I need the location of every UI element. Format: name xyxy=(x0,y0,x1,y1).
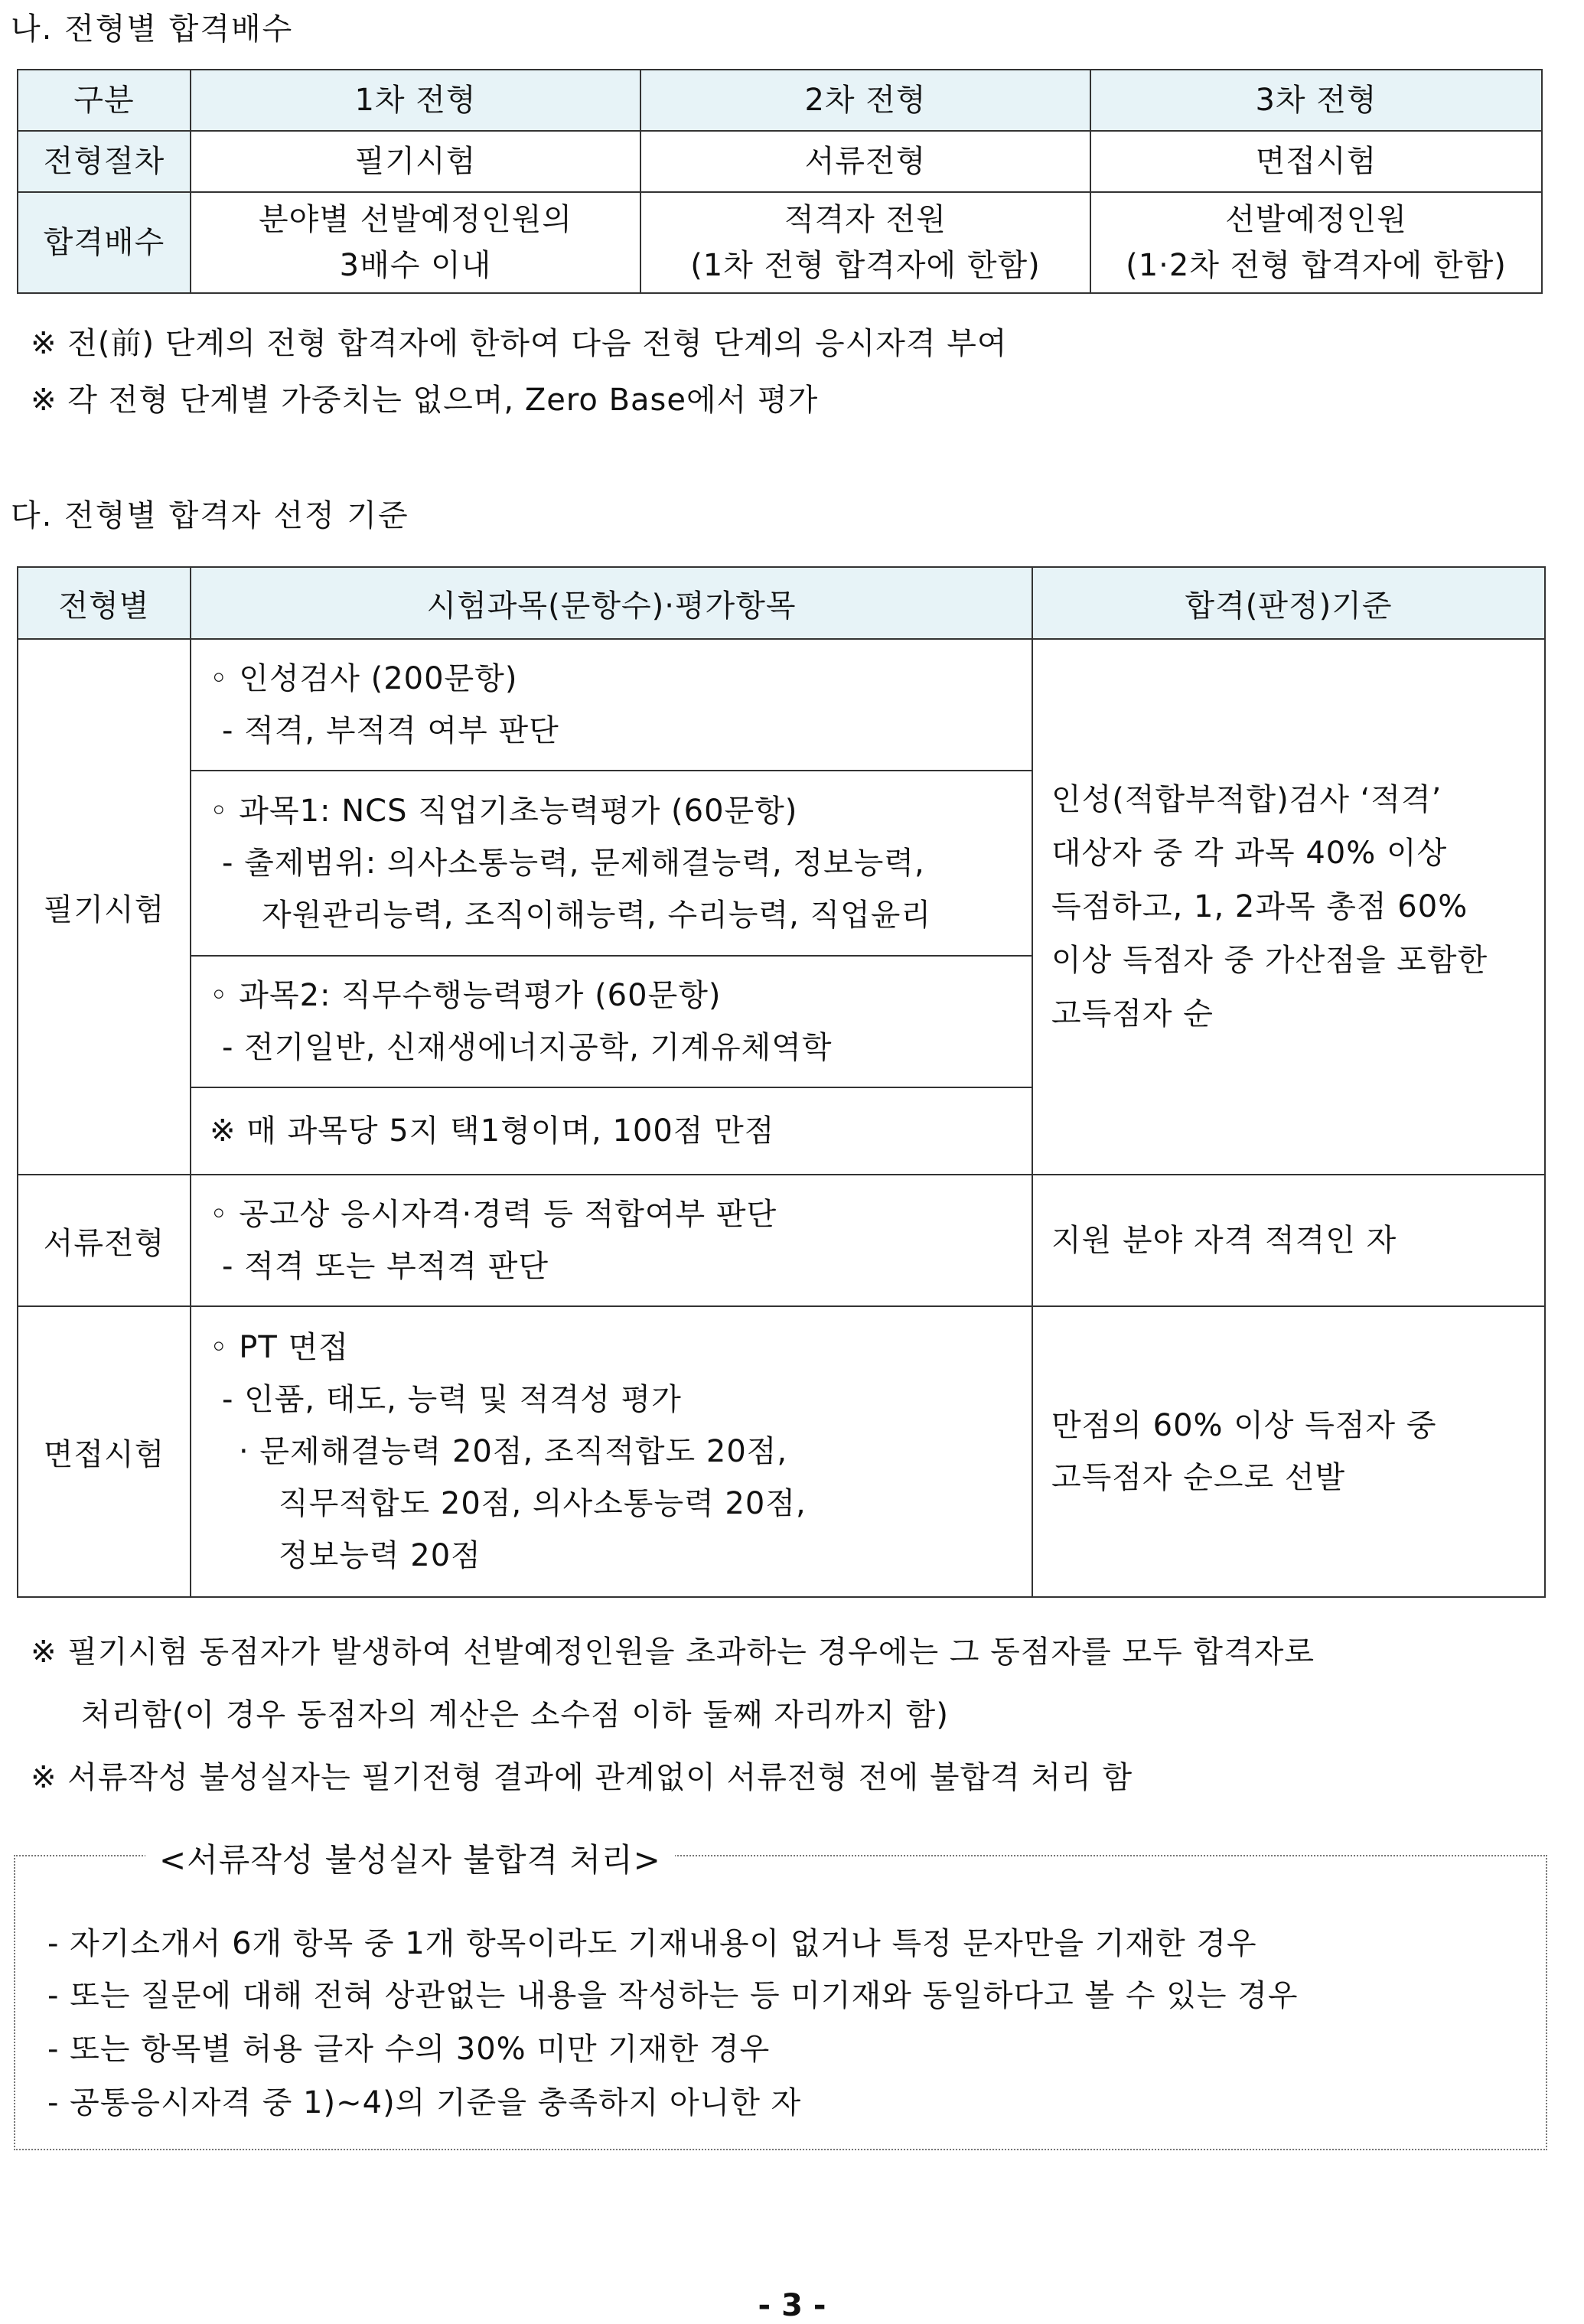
notice-line: - 자기소개서 6개 항목 중 1개 항목이라도 기재내용이 없거나 특정 문자만을 기재한 경우 xyxy=(47,1926,1257,1961)
notice-line: - 공통응시자격 중 1)~4)의 기준을 충족하지 아니한 자 xyxy=(47,2085,802,2120)
table-cell xyxy=(640,192,1090,293)
table-cell: 서류전형 xyxy=(640,131,1090,192)
cell-line: 분야별 선발예정인원의 xyxy=(258,202,573,237)
table-cell xyxy=(191,1306,1032,1597)
pass-ratio-table xyxy=(17,69,1543,294)
criteria-line: 이상 득점자 중 가산점을 포함한 xyxy=(1051,943,1488,978)
note-line: ※ 서류작성 불성실자는 필기전형 결과에 관계없이 서류전형 전에 불합격 처리 함 xyxy=(31,1760,1133,1795)
list-item: ◦ 인성검사 (200문항) xyxy=(210,661,518,696)
cell-line: (1차 전형 합격자에 한함) xyxy=(690,248,1041,283)
notice-line: - 또는 질문에 대해 전혀 상관없는 내용을 작성하는 등 미기재와 동일하다고 볼 수 있는 경우 xyxy=(47,1978,1299,2013)
criteria-line: 만점의 60% 이상 득점자 중 xyxy=(1051,1408,1437,1443)
note-line: ※ 필기시험 동점자가 발생하여 선발예정인원을 초과하는 경우에는 그 동점자를 모두 합격자로 xyxy=(31,1635,1315,1670)
list-item: ◦ PT 면접 xyxy=(210,1330,349,1365)
page-number: - 3 - xyxy=(758,2288,826,2323)
note-line: ※ 각 전형 단계별 가중치는 없으며, Zero Base에서 평가 xyxy=(31,383,819,418)
section-da-title: 다. 전형별 합격자 선정 기준 xyxy=(11,498,409,533)
header-cell: 1차 전형 xyxy=(191,70,640,131)
table-cell xyxy=(191,956,1032,1087)
header-cell: 시험과목(문항수)·평가항목 xyxy=(191,567,1032,639)
table-header-row xyxy=(18,70,1542,131)
row-label: 서류전형 xyxy=(18,1175,191,1306)
list-item: ◦ 과목1: NCS 직업기초능력평가 (60문항) xyxy=(210,794,798,829)
header-cell: 전형별 xyxy=(18,567,191,639)
table-cell xyxy=(191,639,1032,771)
header-cell: 구분 xyxy=(18,70,191,131)
notice-box-title: <서류작성 불성실자 불합격 처리> xyxy=(145,1835,675,1881)
list-item: ◦ 과목2: 직무수행능력평가 (60문항) xyxy=(210,978,722,1013)
criteria-line: 고득점자 순으로 선발 xyxy=(1051,1460,1346,1495)
cell-line: 선발예정인원 xyxy=(1225,202,1407,237)
list-item: 자원관리능력, 조직이해능력, 수리능력, 직업윤리 xyxy=(262,898,932,933)
criteria-line: 대상자 중 각 과목 40% 이상 xyxy=(1051,836,1448,871)
table-row xyxy=(18,1306,1545,1597)
table-row xyxy=(18,639,1545,771)
table-cell xyxy=(191,1175,1032,1306)
list-item: - 적격 또는 부적격 판단 xyxy=(222,1249,549,1284)
note-line: ※ 전(前) 단계의 전형 합격자에 한하여 다음 전형 단계의 응시자격 부여 xyxy=(31,326,1008,361)
list-item: 정보능력 20점 xyxy=(279,1538,481,1573)
table-row xyxy=(18,131,1542,192)
table-header-row xyxy=(18,567,1545,639)
cell-line: (1·2차 전형 합격자에 한함) xyxy=(1126,248,1507,283)
row-label: 전형절차 xyxy=(18,131,191,192)
criteria-cell xyxy=(1032,1175,1545,1306)
section-na-title: 나. 전형별 합격배수 xyxy=(11,11,294,47)
table-cell xyxy=(191,192,640,293)
row-label: 필기시험 xyxy=(18,639,191,1175)
criteria-line: 지원 분야 자격 적격인 자 xyxy=(1051,1223,1397,1258)
criteria-cell xyxy=(1032,1306,1545,1597)
list-item: · 문제해결능력 20점, 조직적합도 20점, xyxy=(239,1434,788,1469)
list-item: ◦ 공고상 응시자격·경력 등 적합여부 판단 xyxy=(210,1197,777,1232)
table-cell: 면접시험 xyxy=(1090,131,1542,192)
note-line: 처리함(이 경우 동점자의 계산은 소수점 이하 둘째 자리까지 함) xyxy=(81,1697,949,1732)
cell-line: 적격자 전원 xyxy=(784,202,947,237)
table-cell xyxy=(191,1087,1032,1175)
header-cell: 합격(판정)기준 xyxy=(1032,567,1545,639)
criteria-cell xyxy=(1032,639,1545,1175)
list-item: - 출제범위: 의사소통능력, 문제해결능력, 정보능력, xyxy=(222,846,925,881)
notice-line: - 또는 항목별 허용 글자 수의 30% 미만 기재한 경우 xyxy=(47,2032,771,2067)
selection-criteria-table xyxy=(17,566,1546,1598)
criteria-line: 고득점자 순 xyxy=(1051,996,1214,1032)
criteria-line: 인성(적합부적합)검사 ‘적격’ xyxy=(1051,782,1442,817)
list-item: - 인품, 태도, 능력 및 적격성 평가 xyxy=(222,1382,682,1417)
list-item: ※ 매 과목당 5지 택1형이며, 100점 만점 xyxy=(210,1113,775,1149)
list-item: - 적격, 부적격 여부 판단 xyxy=(222,713,559,748)
header-cell: 2차 전형 xyxy=(640,70,1090,131)
list-item: - 전기일반, 신재생에너지공학, 기계유체역학 xyxy=(222,1030,833,1065)
table-cell xyxy=(191,771,1032,956)
row-label: 합격배수 xyxy=(18,192,191,293)
table-cell xyxy=(1090,192,1542,293)
cell-line: 3배수 이내 xyxy=(339,248,492,283)
list-item: 직무적합도 20점, 의사소통능력 20점, xyxy=(279,1486,807,1521)
table-cell: 필기시험 xyxy=(191,131,640,192)
table-row xyxy=(18,1175,1545,1306)
row-label: 면접시험 xyxy=(18,1306,191,1597)
table-row xyxy=(18,192,1542,293)
header-cell: 3차 전형 xyxy=(1090,70,1542,131)
criteria-line: 득점하고, 1, 2과목 총점 60% xyxy=(1051,889,1468,924)
